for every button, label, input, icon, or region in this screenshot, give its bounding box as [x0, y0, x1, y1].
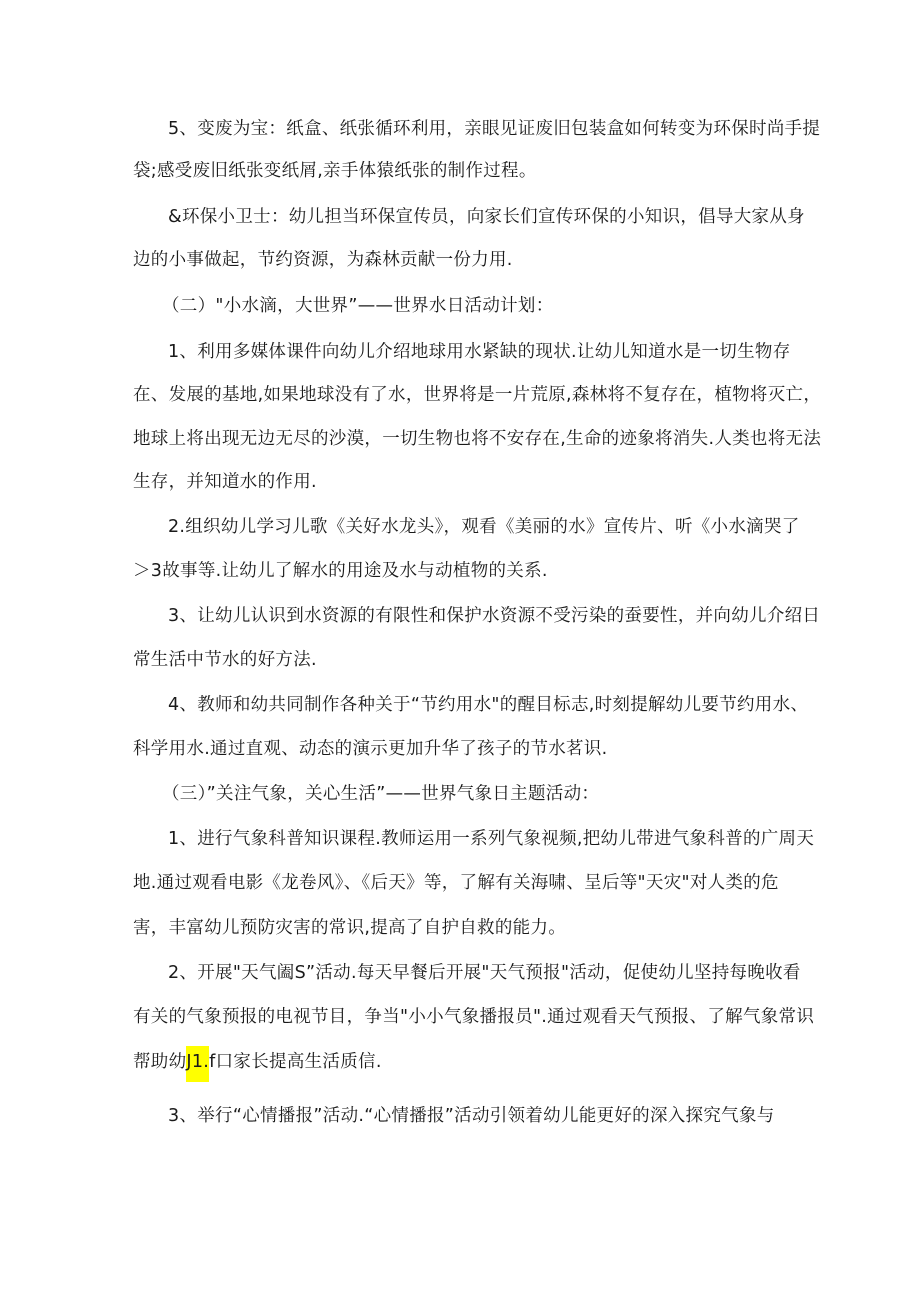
text-line-12: 3、让幼儿认识到水资源的有限性和保护水资源不受污染的蚕要性，并向幼儿介绍日 [168, 606, 821, 626]
text-line-20: 2、开展"天气阖S”活动.每天早餐后开展"天气预报"活动，促使幼儿坚持每晚收看 [168, 963, 801, 983]
text-line-3: &环保小卫士：幼儿担当环保宣传员，向家长们宣传环保的小知识，倡导大家从身 [168, 207, 805, 227]
text-line-23: 3、举行“心情播报”活动.“心情播报”活动引领着幼儿能更好的深入探究气象与 [168, 1106, 775, 1126]
text-line-7: 在、发展的基地,如果地球没有了水，世界将是一片荒原,森林将不复存在，植物将灭亡， [133, 385, 822, 405]
text-line-22-before: 帮助幼 [133, 1052, 187, 1072]
text-line-1: 5、变废为宝：纸盒、纸张循环利用，亲眼见证废旧包装盒如何转变为环保时尚手提 [168, 119, 821, 139]
text-line-9: 生存，并知道水的作用. [133, 472, 317, 492]
text-line-21: 有关的气象预报的电视节目，争当"小小气象播报员".通过观看天气预报、了解气象常识 [133, 1007, 815, 1027]
text-line-4: 边的小事做起，节约资源，为森林贡献一份力用. [133, 250, 513, 270]
text-line-13: 常生活中节水的好方法. [133, 650, 317, 670]
text-line-19: 害，丰富幼儿预防灾害的常识,提高了自护自救的能力。 [133, 918, 567, 938]
section-heading-3: （三）”关注气象，关心生活”——世界气象日主题活动： [162, 784, 600, 804]
text-line-22 [133, 1050, 793, 1074]
text-line-14: 4、教师和幼共同制作各种关于“节约用水"的醒目标志,时刻提解幼儿要节约用水、 [168, 695, 809, 715]
text-line-22-after: f口家长提高生活质信. [209, 1052, 382, 1072]
text-line-10: 2.组织幼儿学习儿歌《关好水龙头》，观看《美丽的水》宣传片、听《小水滴哭了 [168, 517, 800, 537]
text-line-8: 地球上将出现无边无尽的沙漠，一切生物也将不安存在,生命的迹象将消失.人类也将无法 [133, 429, 822, 449]
text-line-15: 科学用水.通过直观、动态的演示更加升华了孩子的节水茗识. [133, 739, 608, 759]
text-line-6: 1、利用多媒体课件向幼儿介绍地球用水紧缺的现状.让幼儿知道水是一切生物存 [168, 342, 791, 362]
text-line-2: 袋;感受废旧纸张变纸屑,亲手体猿纸张的制作过程。 [133, 161, 537, 181]
section-heading-2: （二）"小水滴，大世界”——世界水日活动计划： [162, 296, 554, 316]
text-line-11: ＞3故事等.让幼儿了解水的用途及水与动植物的关系. [133, 561, 548, 581]
text-line-18: 地.通过观看电影《龙卷风》、《后天》等，了解有关海啸、呈后等"天灾"对人类的危 [133, 873, 779, 893]
highlighted-text: J1. [186, 1046, 209, 1082]
text-line-17: 1、进行气象科普知识课程.教师运用一系列气象视频,把幼儿带进气象科普的广周天 [168, 829, 815, 849]
